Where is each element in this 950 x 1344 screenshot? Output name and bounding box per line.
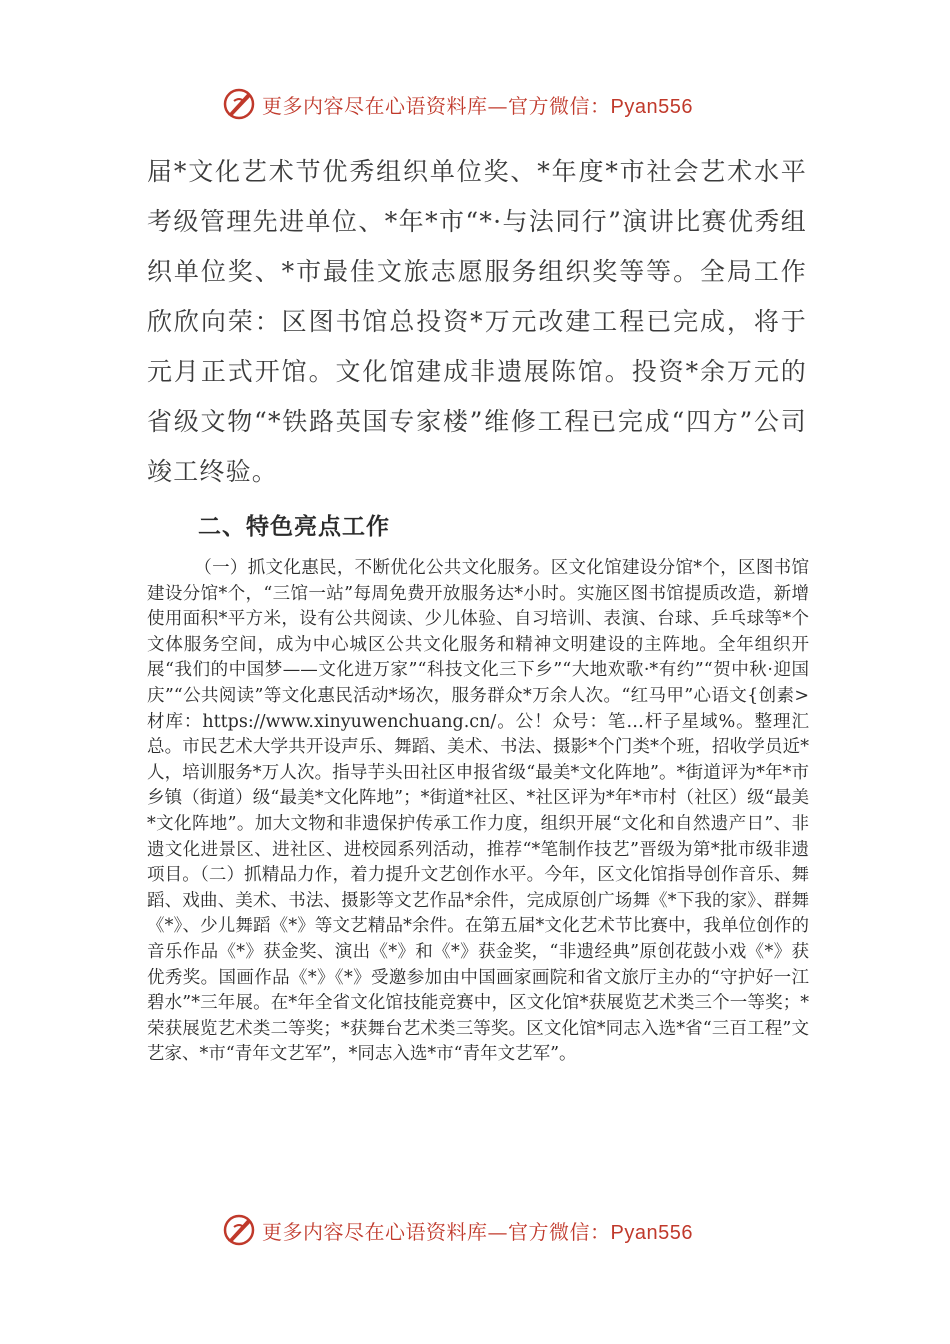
body-paragraph-block [147, 556, 809, 1068]
continued-paragraph-block [147, 147, 807, 497]
footer-banner [222, 1210, 742, 1250]
quill-pen-logo-icon [222, 87, 256, 121]
continued-paragraph: 届*文化艺术节优秀组织单位奖、*年度*市社会艺术水平考级管理先进单位、*年*市“*·与法同行”演讲比赛优秀组织单位奖、*市最佳文旅志愿服务组织奖等等。全局工作欣欣向荣：区图书馆总投资*万元改建工程已完成，将于元月正式开馆。文化馆建成非遗展陈馆。投资*余万元的省级文物“*铁路英国专家楼”维修工程已完成“四方”公司竣工终验。 [147, 157, 807, 486]
wechat-id: Pyan556 [610, 1221, 693, 1244]
header-banner [222, 84, 742, 124]
quill-pen-logo-icon [222, 1213, 256, 1247]
header-banner-text: 更多内容尽在心语资料库—官方微信：Pyan556 [262, 93, 693, 118]
section-heading: 二、特色亮点工作 [198, 513, 390, 540]
body-paragraph: （一）抓文化惠民，不断优化公共文化服务。区文化馆建设分馆*个，区图书馆建设分馆*个，“三馆一站”每周免费开放服务达*小时。实施区图书馆提质改造，新增使用面积*平方米，设有公共阅读、少儿体验、自习培训、表演、台球、乒乓球等*个文体服务空间，成为中心城区公共文化服务和精神文明建设的主阵地。全年组织开展“我们的中国梦——文化进万家”“科技文化三下乡”“大地欢歌·*有约”“贺中秋·迎国庆”“公共阅读”等文化惠民活动*场次，服务群众*万余人次。“红马甲”心语文{创素>材库：https://www.xinyuwenchuang.cn/。公！众号：笔…杆子星域%。整理汇总。市民艺术大学共开设声乐、舞蹈、美术、书法、摄影*个门类*个班，招收学员近*人，培训服务*万人次。指导芋头田社区申报省级“最美*文化阵地”。*街道评为*年*市乡镇（街道）级“最美*文化阵地”；*街道*社区、*社区评为*年*市村（社区）级“最美*文化阵地”。加大文物和非遗保护传承工作力度，组织开展“文化和自然遗产日”、非遗文化进景区、进社区、进校园系列活动，推荐“*笔制作技艺”晋级为第*批市级非遗项目。（二）抓精品力作，着力提升文艺创作水平。今年，区文化馆指导创作音乐、舞蹈、戏曲、美术、书法、摄影等文艺作品*余件，完成原创广场舞《*下我的家》、群舞《*》、少儿舞蹈《*》等文艺精品*余件。在第五届*文化艺术节比赛中，我单位创作的音乐作品《*》获金奖、演出《*》和《*》获金奖，“非遗经典”原创花鼓小戏《*》获优秀奖。国画作品《*》《*》受邀参加由中国画家画院和省文旅厅主办的“守护好一江碧水”*三年展。在*年全省文化馆技能竞赛中，区文化馆*获展览艺术类三个一等奖；*荣获展览艺术类二等奖；*获舞台艺术类三等奖。区文化馆*同志入选*省“三百工程”文艺家、*市“青年文艺军”，*同志入选*市“青年文艺军”。 [147, 558, 809, 1065]
footer-banner-text: 更多内容尽在心语资料库—官方微信：Pyan556 [262, 1219, 693, 1244]
wechat-id: Pyan556 [610, 95, 693, 118]
